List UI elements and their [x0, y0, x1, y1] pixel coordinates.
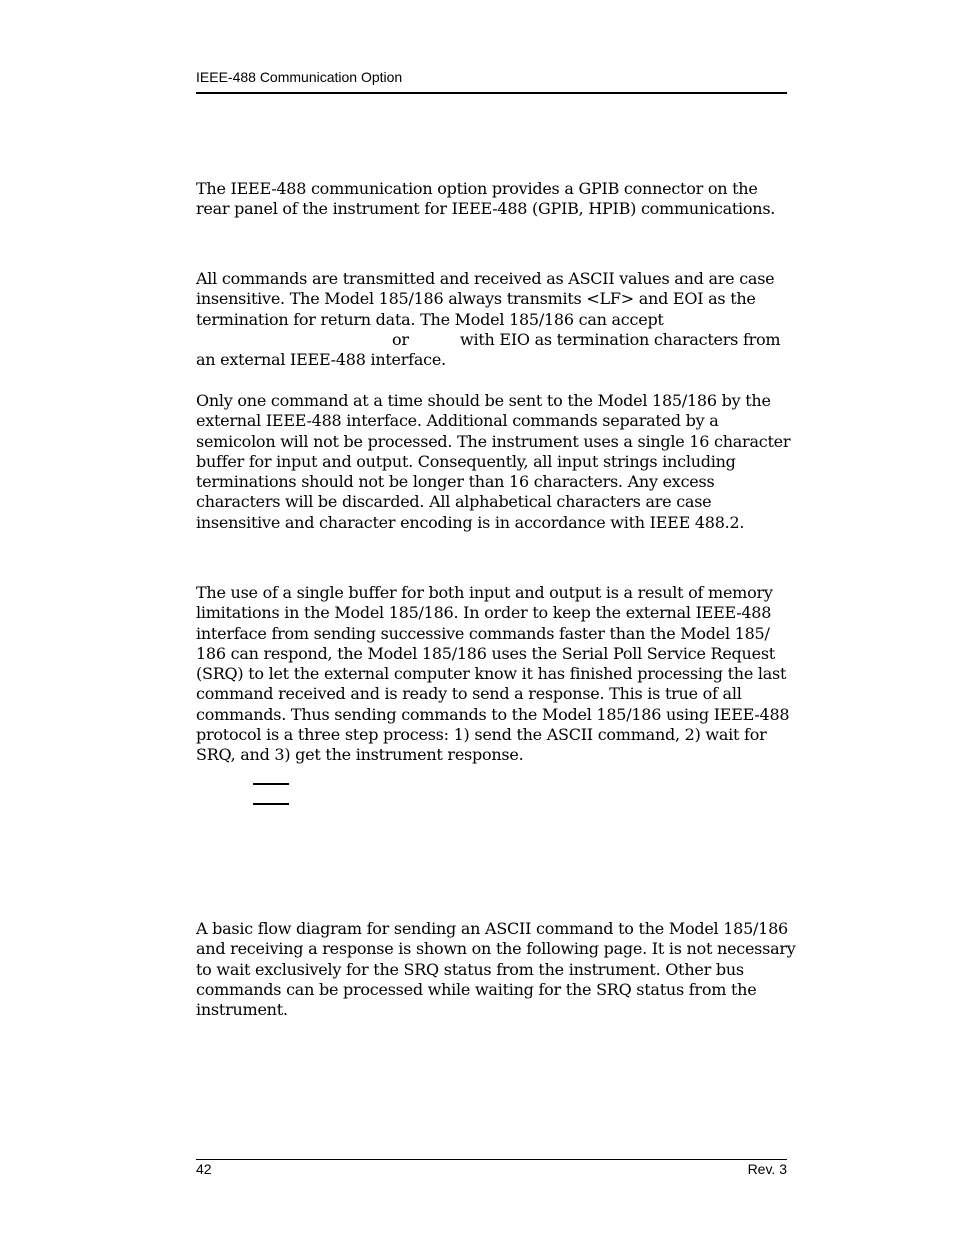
- text-line: All commands are transmitted and received as ASCII values and are case: [196, 269, 775, 288]
- text-line: insensitive and character encoding is in accordance with IEEE 488.2.: [196, 512, 745, 532]
- text-line: protocol is a three step process: 1) send the ASCII command, 2) wait for: [196, 725, 767, 745]
- text-line: commands can be processed while waiting for the SRQ status from the: [196, 979, 757, 999]
- text-line: The IEEE-488 communication option provides a GPIB connector on the: [196, 179, 758, 198]
- text-line: buffer for input and output. Consequently, all input strings including: [196, 451, 736, 471]
- text-line: insensitive. The Model 185/186 always transmits <LF> and EOI as the: [196, 289, 756, 309]
- text-line: terminations should not be longer than 16 characters. Any excess: [196, 472, 715, 492]
- text-line: and receiving a response is shown on the following page. It is not necessary: [196, 939, 796, 959]
- text-line: 186 can respond, the Model 185/186 uses the Serial Poll Service Request: [196, 643, 775, 663]
- flow-diagram-paragraph: [196, 919, 796, 1020]
- text-line: A basic flow diagram for sending an ASCII command to the Model 185/186: [196, 919, 788, 938]
- page-number: 42: [196, 1161, 212, 1177]
- text-line: termination for return data. The Model 185/186 can accept: [196, 309, 664, 329]
- footer-rule: [196, 1159, 787, 1160]
- intro-paragraph: [196, 179, 775, 220]
- text-line: instrument.: [196, 1000, 288, 1020]
- text-line: limitations in the Model 185/186. In order to keep the external IEEE-488: [196, 603, 772, 623]
- text-line: rear panel of the instrument for IEEE-488 (GPIB, HPIB) communications.: [196, 199, 776, 219]
- text-line: to wait exclusively for the SRQ status from the instrument. Other bus: [196, 959, 744, 979]
- text-line: Only one command at a time should be sent to the Model 185/186 by the: [196, 391, 771, 410]
- text-line: The use of a single buffer for both input and output is a result of memory: [196, 583, 773, 602]
- header-rule: [196, 92, 787, 94]
- single-buffer-paragraph: [196, 583, 789, 766]
- one-command-paragraph: [196, 391, 790, 533]
- text-line: characters will be discarded. All alphabetical characters are case: [196, 492, 712, 512]
- revision-label: Rev. 3: [747, 1161, 787, 1177]
- text-line: semicolon will not be processed. The instrument uses a single 16 character: [196, 431, 791, 451]
- text-line: SRQ, and 3) get the instrument response.: [196, 745, 524, 765]
- running-header: IEEE-488 Communication Option: [196, 69, 403, 85]
- overline-mark: [253, 803, 289, 805]
- commands-paragraph: [196, 269, 774, 330]
- text-line: external IEEE-488 interface. Additional commands separated by a: [196, 411, 719, 431]
- overline-mark: [253, 783, 289, 785]
- text-line: (SRQ) to let the external computer know it has finished processing the last: [196, 664, 787, 684]
- termination-rest: with EIO as termination characters from: [460, 330, 781, 349]
- text-line: command received and is ready to send a response. This is true of all: [196, 684, 742, 704]
- termination-or: or: [392, 330, 409, 349]
- text-line: interface from sending successive commands faster than the Model 185/: [196, 623, 770, 643]
- text-line: commands. Thus sending commands to the Model 185/186 using IEEE-488: [196, 704, 790, 724]
- termination-last: an external IEEE-488 interface.: [196, 350, 446, 369]
